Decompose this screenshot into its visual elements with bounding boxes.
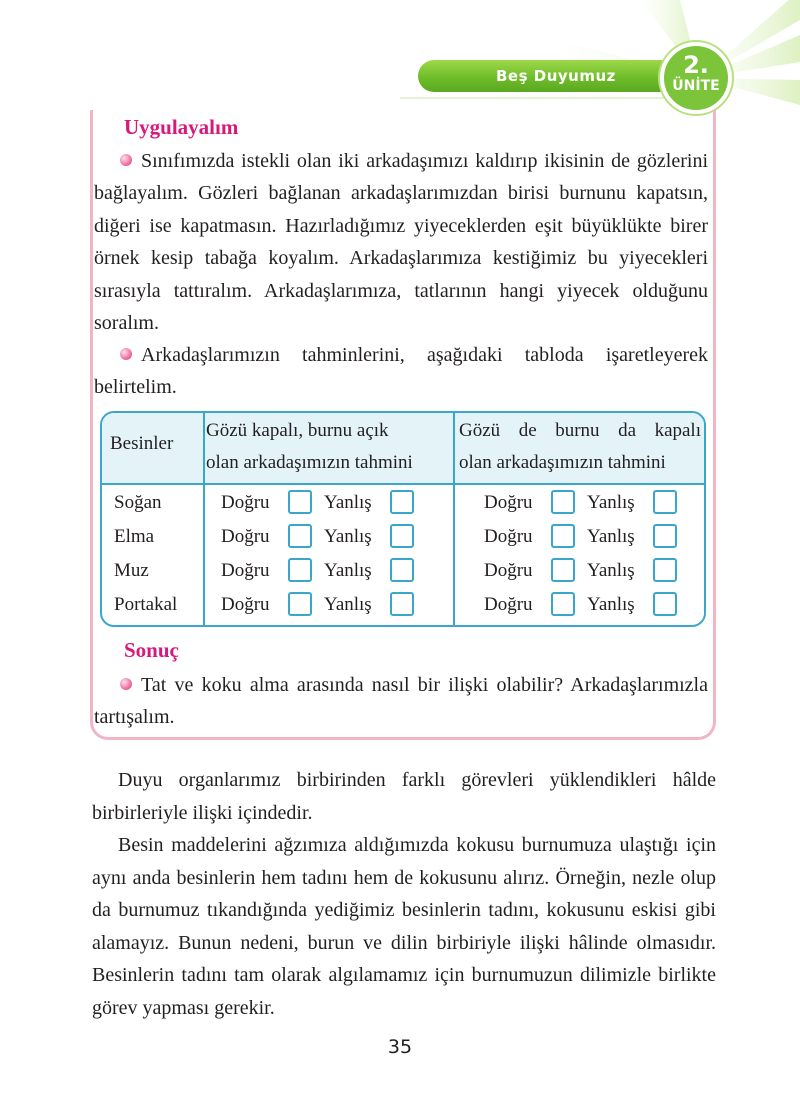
result-paragraph [94,669,708,734]
unit-number: 2. [683,51,709,79]
activity-paragraph-2 [94,339,708,404]
food-name: Soğan [114,492,162,513]
page-number: 35 [387,1036,413,1058]
result-heading: Sonuç [124,638,179,662]
correct-checkbox[interactable] [551,490,575,514]
food-name: Portakal [114,594,178,615]
wrong-checkbox[interactable] [390,490,414,514]
correct-checkbox[interactable] [288,592,312,616]
wrong-label: Yanlış [587,560,635,581]
activity-heading: Uygulayalım [124,115,239,139]
wrong-label: Yanlış [324,560,372,581]
correct-checkbox[interactable] [288,490,312,514]
wrong-checkbox[interactable] [653,490,677,514]
wrong-label: Yanlış [324,526,372,547]
header-col3-line1: Gözü de burnu da kapalı [459,420,701,441]
header-col2-line1: Gözü kapalı, burnu açık [206,420,389,441]
unit-badge [660,42,732,114]
wrong-label: Yanlış [587,492,635,513]
activity-paragraph-2-text: Arkadaşlarımızın tahminlerini, aşağıdaki tabloda işaretleyerek belirtelim. [94,344,708,399]
header-col2-line2: olan arkadaşımızın tahmini [206,452,413,473]
food-name: Muz [114,560,149,581]
wrong-label: Yanlış [587,594,635,615]
correct-label: Doğru [221,594,270,615]
wrong-label: Yanlış [324,492,372,513]
correct-label: Doğru [484,526,533,547]
correct-checkbox[interactable] [551,524,575,548]
correct-checkbox[interactable] [288,558,312,582]
wrong-checkbox[interactable] [653,558,677,582]
column-divider [203,413,205,625]
bullet-icon [120,154,132,166]
unit-label: ÜNİTE [672,78,720,94]
bullet-icon [120,678,132,690]
header-col3-line2: olan arkadaşımızın tahmini [459,452,666,473]
body-paragraph-1: Duyu organlarımız birbirinden farklı görevleri yüklendikleri hâlde birbirleriyle ilişki içindedir. [92,769,716,824]
chapter-title-banner [418,60,680,92]
body-paragraph-2: Besin maddelerini ağzımıza aldığımızda kokusu burnumuza ulaştığı için aynı anda besinlerin hem tadını hem de kokusunu alırız. Örneğin, nezle olup da burnumuz tıkandığında yediğimiz besinlerin tadını, kokusunu eskisi gibi alamayız. Bunun nedeni, burun ve dilin birbiriyle ilişki hâlinde olmasıdır. Besinlerin tadını tam olarak algılamamız için burnumuzun dilimizle birlikte görev yapması gerekir. [92,834,716,1019]
activity-paragraph-1-text: Sınıfımızda istekli olan iki arkadaşımızı kaldırıp ikisinin de gözlerini bağlayalım. Gözleri bağlanan arkadaşlarımızdan birisi burnunu kapatsın, diğeri ise kapatmasın. Hazırladığımız yiyeceklerden eşit büyüklükte birer örnek kesip tabağa koyalım. Arkadaşlarımıza kestiğimiz bu yiyecekleri sırasıyla tattıralım. Arkadaşlarımıza, tatlarının hangi yiyecek olduğunu soralım. [94,150,708,335]
correct-label: Doğru [484,594,533,615]
result-paragraph-text: Tat ve koku alma arasında nasıl bir ilişki olabilir? Arkadaşlarımızla tartışalım. [94,674,708,729]
wrong-label: Yanlış [587,526,635,547]
correct-label: Doğru [484,492,533,513]
bullet-icon [120,348,132,360]
wrong-checkbox[interactable] [390,558,414,582]
correct-checkbox[interactable] [288,524,312,548]
wrong-checkbox[interactable] [390,524,414,548]
food-name: Elma [114,526,155,547]
correct-checkbox[interactable] [551,592,575,616]
correct-label: Doğru [221,492,270,513]
correct-checkbox[interactable] [551,558,575,582]
wrong-checkbox[interactable] [653,524,677,548]
column-divider [453,413,455,625]
correct-label: Doğru [221,560,270,581]
wrong-checkbox[interactable] [653,592,677,616]
correct-label: Doğru [484,560,533,581]
activity-paragraph-1 [94,145,708,339]
header-besinler: Besinler [110,433,174,454]
prediction-table [100,411,706,627]
correct-label: Doğru [221,526,270,547]
wrong-checkbox[interactable] [390,592,414,616]
chapter-title: Beş Duyumuz [496,67,616,85]
wrong-label: Yanlış [324,594,372,615]
